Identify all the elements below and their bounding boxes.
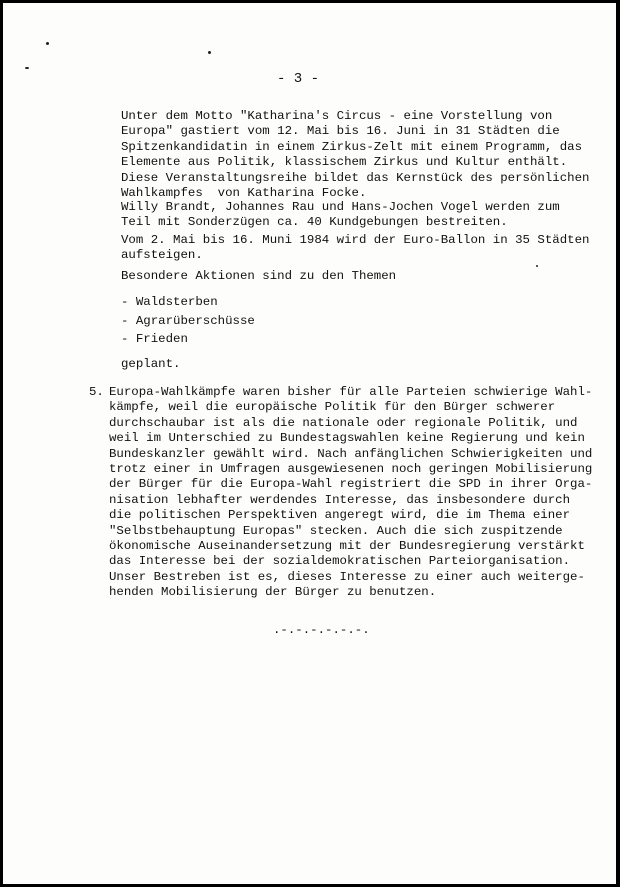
paragraph-speakers: Willy Brandt, Johannes Rau und Hans-Jochen Vogel werden zum Teil mit Sonderzügen ca. 40 Kundgebungen bestreiten. [121, 200, 560, 230]
document-page [3, 3, 616, 884]
scan-speck [208, 51, 211, 54]
end-separator: .-.-.-.-.-.-. [273, 623, 370, 637]
paragraph-euro-ballon: Vom 2. Mai bis 16. Muni 1984 wird der Euro-Ballon in 35 Städten aufsteigen. [121, 233, 590, 263]
paragraph-geplant: geplant. [121, 357, 181, 371]
scan-speck [46, 42, 49, 45]
scan-speck [536, 265, 538, 267]
paragraph-circus: Unter dem Motto "Katharina's Circus - eine Vorstellung von Europa" gastiert vom 12. Mai bis 16. Juni in 31 Städten die Spitzenkandidatin in einem Zirkus-Zelt mit einem Programm, das Elemente aus Politik, klassischem Zirkus und Kultur enthält. Diese Veranstaltungsreihe bildet das Kernstück des persönlichen Wahlkampfes von Katharina Focke. [121, 109, 590, 201]
point-number: 5. [89, 385, 104, 399]
paragraph-special-actions: Besondere Aktionen sind zu den Themen [121, 269, 397, 283]
page-number: - 3 - [276, 71, 319, 87]
list-item: - Frieden [121, 332, 188, 346]
point-text: Europa-Wahlkämpfe waren bisher für alle Parteien schwierige Wahl- kämpfe, weil die europäische Politik für den Bürger schwerer durchschaubar ist als die nationale oder regionale Politik, und weil im Unterschied zu Bundestagswahlen keine Regierung und kein Bundeskanzler gewählt wird. Nach anfänglichen Schwierigkeiten und trotz einer in Umfragen ausgewiesenen noch geringen Mobilisierung der Bürger für die Europa-Wahl registriert die SPD in ihrer Orga- nisation lebhafter werdendes Interesse, das insbesondere durch die politischen Perspektiven angeregt wird, die im Thema einer "Selbstbehauptung Europas" stecken. Auch die sich zuspitzende ökonomische Auseinandersetzung mit der Bundesregierung verstärkt das Interesse bei der sozialdemokratischen Parteiorganisation. Unser Bestreben ist es, dieses Interesse zu einer auch weiterge- henden Mobilisierung der Bürger zu benutzen. [109, 385, 593, 600]
scan-speck [25, 67, 29, 69]
list-item: - Waldsterben [121, 295, 218, 309]
list-item: - Agrarüberschüsse [121, 314, 255, 328]
